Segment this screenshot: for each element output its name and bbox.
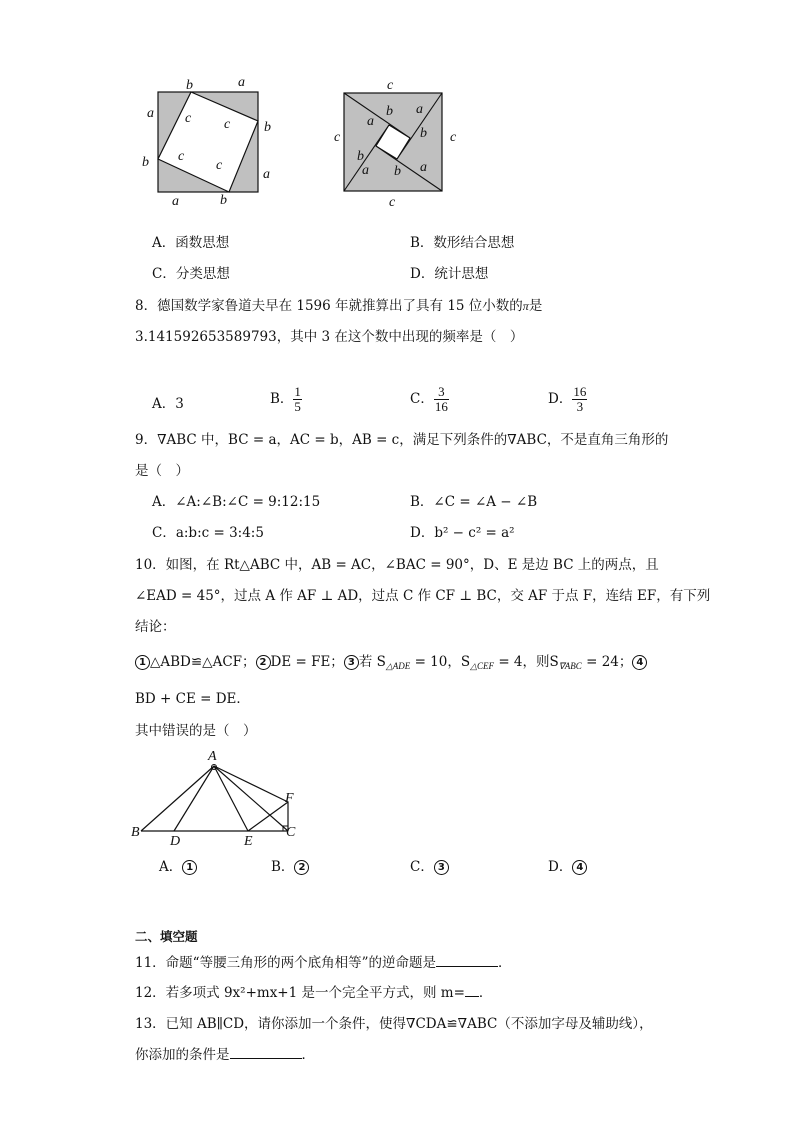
fig2-label: a [367,114,374,129]
q12-answer-blank[interactable] [465,996,479,997]
q9-stem-line2: 是（ ） [135,463,189,479]
q8-stem-line2: 3.141592653589793，其中 3 在这个数中出现的频率是（ ） [135,329,524,345]
option-label: A． [159,859,183,875]
denominator: 3 [576,399,584,414]
fig1-label: a [238,75,245,90]
conclusion-3-end: = 24； [581,654,633,670]
fig1-label: c [178,149,185,164]
q13-answer-blank[interactable] [230,1058,302,1059]
numerator: 1 [294,384,301,399]
triangle-figure [128,748,308,848]
fig2-label: a [362,163,369,178]
fig2-label: a [416,102,423,117]
q9-option-a[interactable]: A．∠A:∠B:∠C = 9:12:15 [152,494,321,510]
q10-stem-line1: 10．如图，在 Rt△ABC 中，AB = AC，∠BAC = 90°，D、E 是边 BC 上的两点，且 [135,557,659,573]
option-label: B． [271,859,295,875]
fig1-label: a [147,106,154,121]
fig2-label: c [387,78,394,93]
q8-option-b-label: B． [270,391,294,407]
q8-option-c-label: C． [410,391,434,407]
fig2-label: c [334,130,341,145]
fig1-label: b [186,78,193,93]
fig1-label: a [263,167,270,182]
q11-answer-blank[interactable] [436,966,498,967]
fig1-label: c [216,158,223,173]
q12-text [135,984,492,1002]
q12-end: ． [478,985,493,1001]
q11-text [135,954,511,972]
fig-label-d: D [170,834,181,848]
q10-conclusion-4: BD + CE = DE． [135,691,250,707]
q10-option-c[interactable] [410,858,449,876]
q11-stem: 11．命题“等腰三角形的两个底角相等”的逆命题是 [135,955,436,971]
fig1-label: b [264,120,271,135]
fig-label-c: C [286,825,296,840]
pythagoras-figure-1 [130,72,290,212]
q10-conclusions [135,653,647,675]
q10-option-a[interactable] [159,858,197,876]
q8-option-d-label: D． [548,391,573,407]
circled-number: 2 [256,655,271,670]
q8-text-end: 是 [528,298,543,314]
conclusion-2: DE = FE； [270,654,344,670]
section-heading: 二、填空题 [135,929,198,944]
fig2-label: b [420,126,427,141]
fig2-label: c [450,130,457,145]
q11-end: ． [497,955,512,971]
subscript: △CEF [470,661,495,671]
fig-label-a: A [208,749,217,764]
numerator: 3 [434,385,449,400]
fig2-label: a [420,160,427,175]
conclusion-3-mid2: = 4，则S [494,654,559,670]
fig1-label: b [220,193,227,208]
conclusion-3-mid: = 10，S [410,654,471,670]
q7-option-c[interactable]: C．分类思想 [152,266,230,282]
q9-option-c[interactable]: C．a:b:c = 3:4:5 [152,525,264,541]
circled-number: 4 [572,860,587,875]
q13-stem: 你添加的条件是 [135,1047,230,1063]
q10-option-b[interactable] [271,858,309,876]
fig2-label: b [394,164,401,179]
circled-number: 1 [182,860,197,875]
fig-label-b: B [131,825,140,840]
q7-option-d[interactable]: D．统计思想 [410,266,489,282]
circled-number: 4 [632,655,647,670]
q10-question: 其中错误的是（ ） [135,723,257,739]
subscript: △ADE [385,661,411,671]
circled-number: 2 [294,860,309,875]
option-label: C． [410,859,434,875]
fraction [434,385,449,414]
q7-option-a[interactable]: A．函数思想 [152,235,230,251]
q9-option-d[interactable]: D．b² − c² = a² [410,525,515,541]
fig-label-e: E [244,834,253,848]
q13-end: ． [301,1047,315,1063]
q10-stem-line3: 结论： [135,619,176,635]
circled-number: 1 [135,655,150,670]
subscript: ∇ABC [558,661,582,671]
fig2-label: b [357,149,364,164]
circled-number: 3 [344,655,359,670]
conclusion-3: 若 S [358,654,386,670]
fraction [572,385,587,414]
q7-option-b[interactable]: B．数形结合思想 [410,235,515,251]
q10-option-d[interactable] [548,858,587,876]
q8-option-d[interactable] [548,385,587,414]
q8-option-b[interactable] [270,385,302,414]
denominator: 5 [294,399,301,414]
q12-stem: 12．若多项式 9x²+mx+1 是一个完全平方式，则 m= [135,985,465,1001]
q8-option-c[interactable] [410,385,449,414]
numerator: 16 [573,384,587,399]
conclusion-1: △ABD≌△ACF； [150,654,256,670]
denominator: 16 [434,399,448,414]
fig2-label: b [386,104,393,119]
q8-text: 8．德国数学家鲁道夫早在 1596 年就推算出了具有 15 位小数的 [135,298,523,314]
q13-stem-line1: 13．已知 AB∥CD，请你添加一个条件，使得∇CDA≌∇ABC（不添加字母及辅助线）， [135,1016,653,1032]
fig1-label: b [142,155,149,170]
q9-option-b[interactable]: B．∠C = ∠A − ∠B [410,494,538,510]
fig1-label: c [185,111,192,126]
pi-symbol: π [522,299,529,313]
fraction [293,385,302,414]
option-label: D． [548,859,573,875]
fig-label-f: F [285,791,294,806]
q8-option-a[interactable]: A．3 [152,396,184,412]
q8-stem-line1 [135,297,542,315]
fig1-label: c [224,117,231,132]
circled-number: 3 [434,860,449,875]
q10-stem-line2: ∠EAD = 45°，过点 A 作 AF ⊥ AD，过点 C 作 CF ⊥ BC，交 AF 于点 F，连结 EF，有下列 [135,588,711,604]
q9-stem-line1: 9．∇ABC 中，BC = a，AC = b，AB = c，满足下列条件的∇ABC，不是直角三角形的 [135,432,669,448]
fig1-label: a [172,194,179,209]
pythagoras-figure-2 [330,75,470,215]
q13-stem-line2 [135,1046,315,1064]
fig2-label: c [389,195,396,210]
